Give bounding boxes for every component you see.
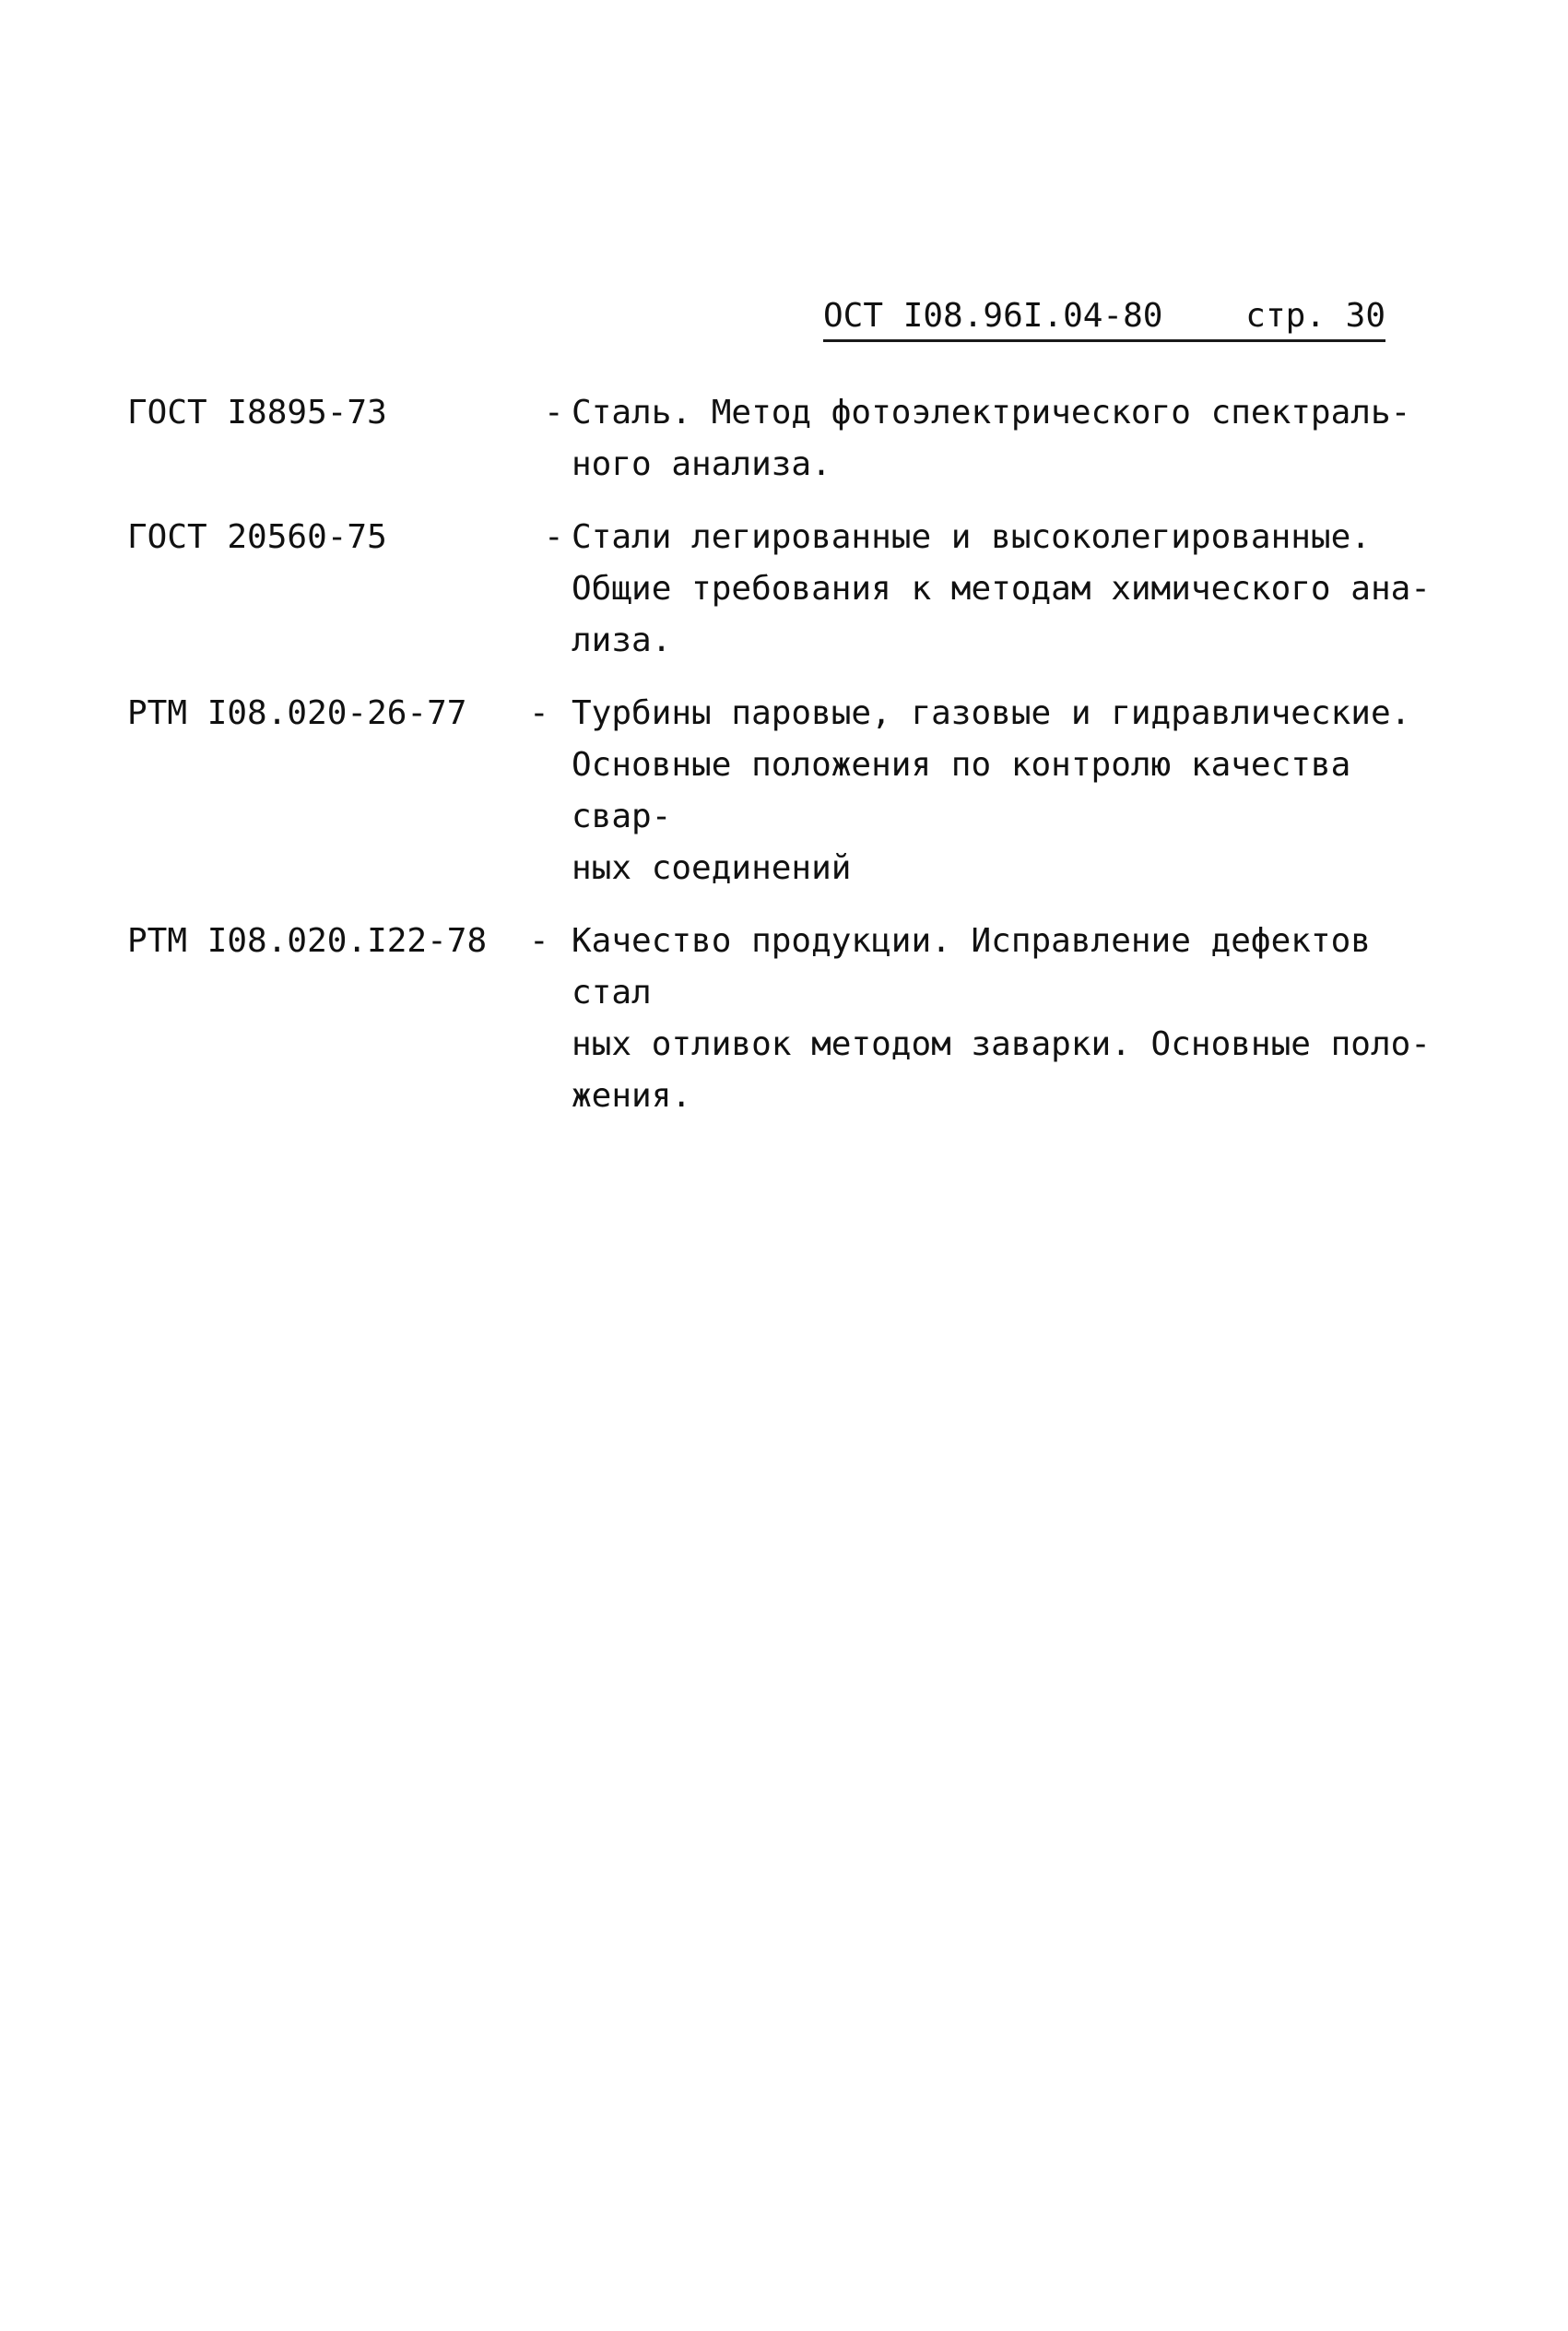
reference-row [127, 387, 1473, 491]
reference-code: РТМ I08.020.I22-78 [127, 922, 488, 960]
reference-description: Сталь. Метод фотоэлектрического спектраль- ного анализа. [572, 394, 1411, 483]
reference-code: ГОСТ 20560-75 [127, 518, 387, 556]
reference-row [127, 916, 1473, 1122]
page-header [823, 293, 1385, 342]
page-number: стр. 30 [1245, 297, 1385, 335]
reference-row [127, 512, 1473, 667]
reference-code: РТМ I08.020-26-77 [127, 694, 467, 732]
reference-description: Стали легированные и высоколегированные. Общие требования к методам химического ана- лиза. [572, 518, 1431, 659]
reference-dash: - [544, 518, 564, 556]
reference-row [127, 688, 1473, 894]
reference-code: ГОСТ I8895-73 [127, 394, 387, 432]
reference-dash: - [529, 694, 549, 732]
document-number: ОСТ I08.96I.04-80 [823, 297, 1163, 335]
reference-description: Турбины паровые, газовые и гидравлические. Основные положения по контролю качества свар- ных соединений [572, 694, 1411, 887]
reference-list [127, 387, 1473, 1143]
reference-dash: - [544, 394, 564, 432]
reference-dash: - [529, 922, 549, 960]
reference-description: Качество продукции. Исправление дефектов стал ных отливок методом заварки. Основные поло- жения. [572, 922, 1431, 1115]
